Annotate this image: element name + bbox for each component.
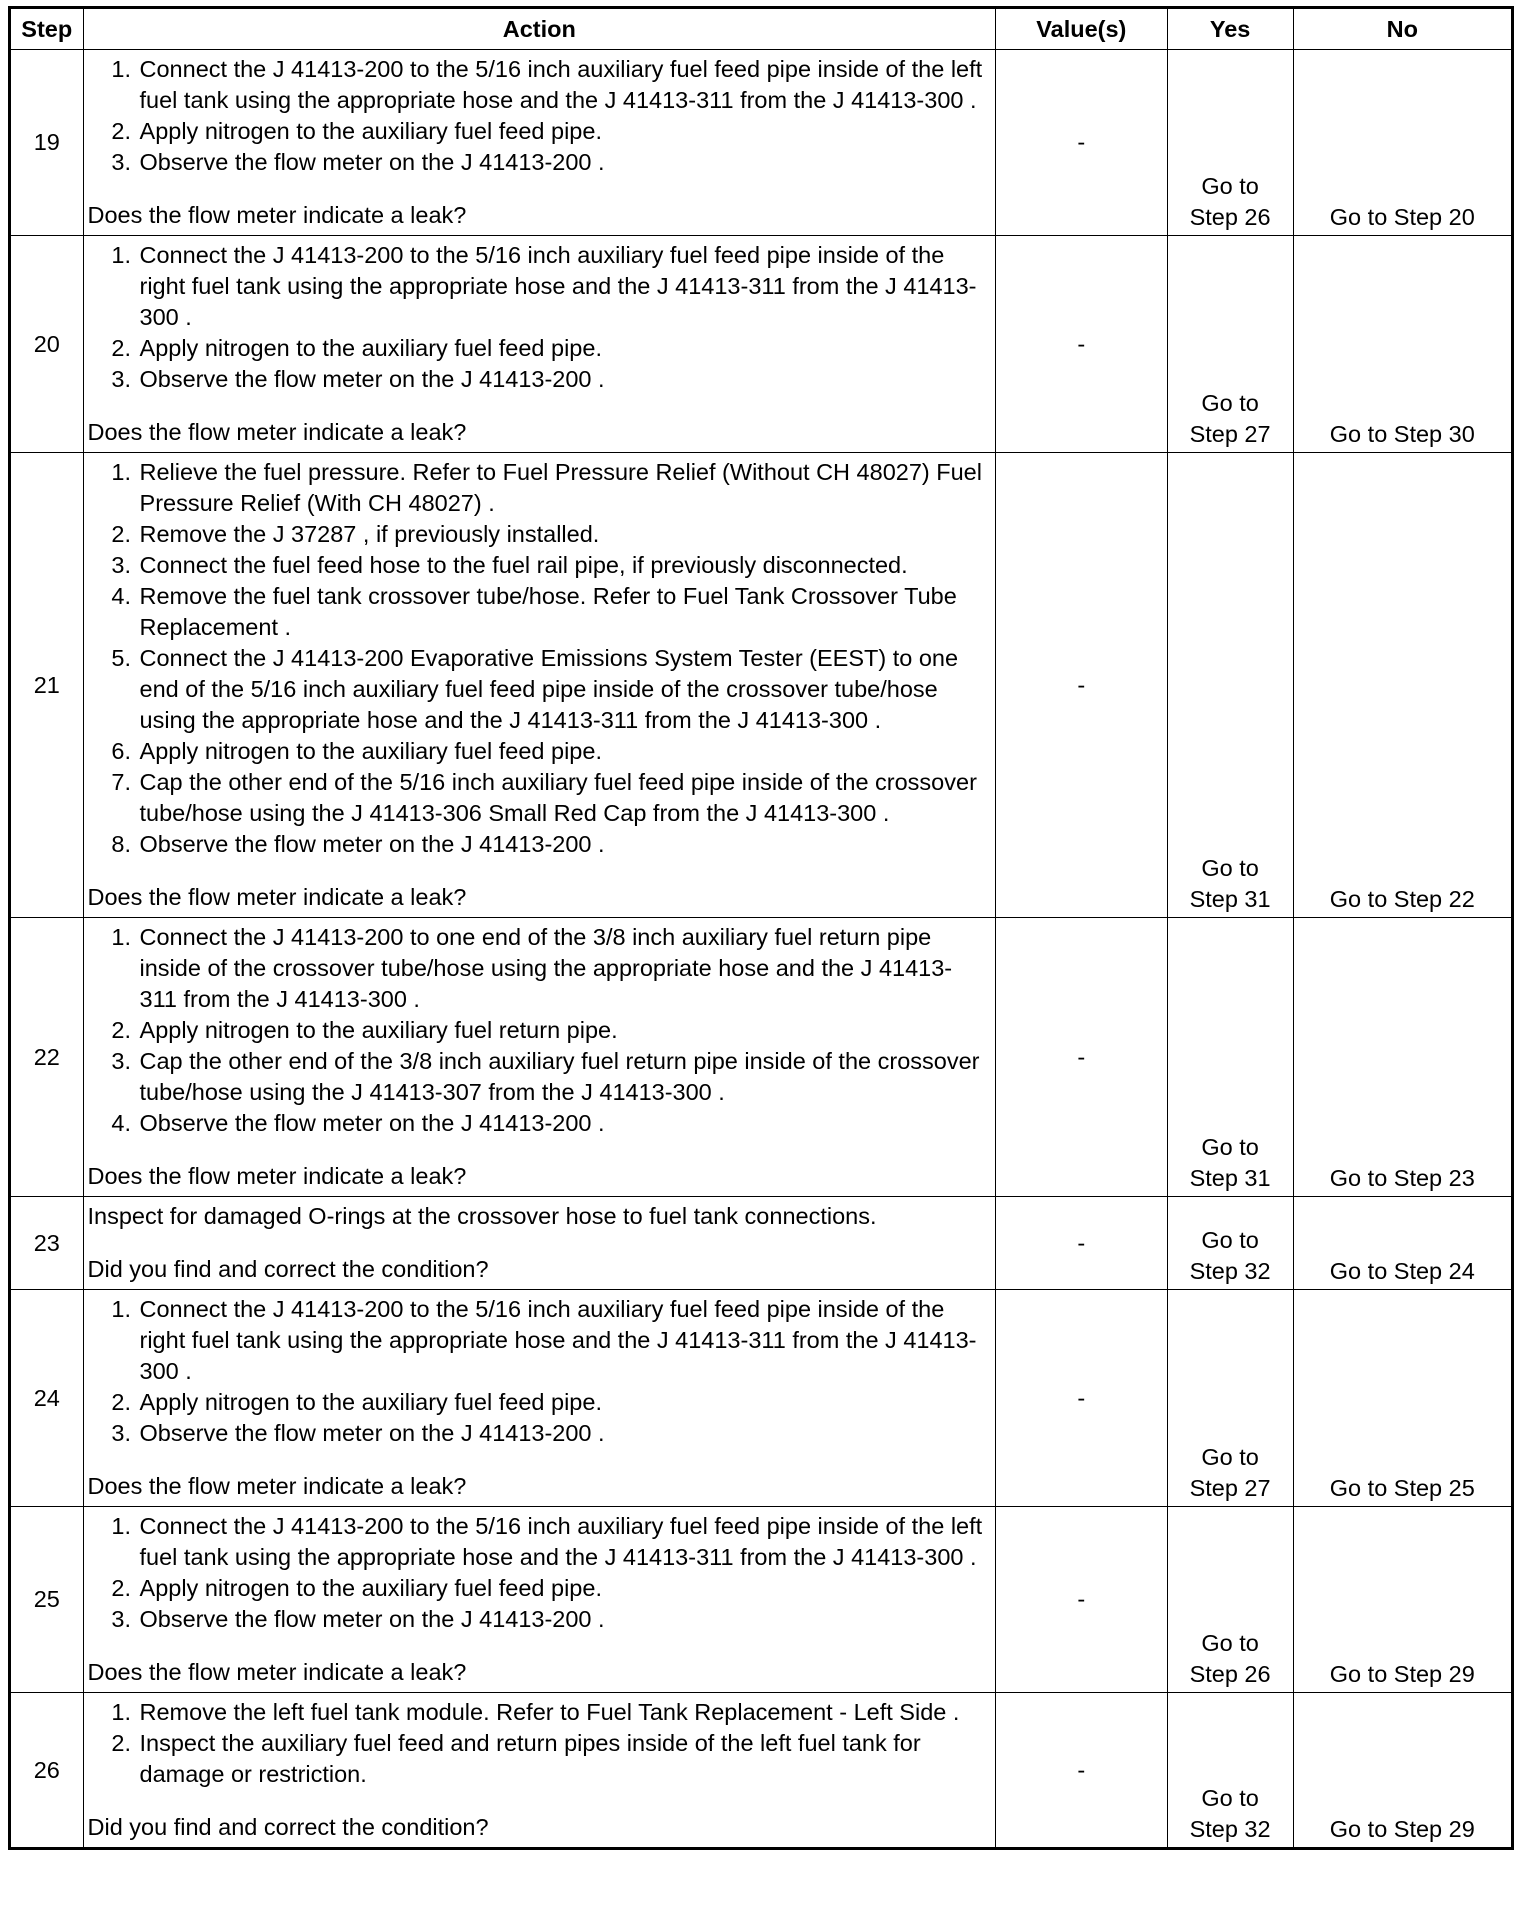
action-question: Does the flow meter indicate a leak? bbox=[87, 1473, 467, 1499]
action-text: Inspect for damaged O-rings at the crossover hose to fuel tank connections. bbox=[87, 1203, 877, 1229]
action-step: 2. Apply nitrogen to the auxiliary fuel feed pipe. bbox=[138, 116, 990, 147]
no-goto-link[interactable]: Go to Step 30 bbox=[1329, 421, 1475, 447]
table-body bbox=[10, 50, 1513, 1849]
value-cell: - bbox=[996, 1290, 1168, 1507]
yes-cell bbox=[1167, 453, 1293, 918]
yes-goto-link[interactable]: Go to Step 27 bbox=[1189, 390, 1271, 447]
no-cell bbox=[1293, 236, 1512, 453]
header-row bbox=[10, 8, 1513, 50]
no-goto-link[interactable]: Go to Step 23 bbox=[1329, 1165, 1475, 1191]
yes-goto-link[interactable]: Go to Step 31 bbox=[1189, 855, 1271, 912]
action-step: 3. Observe the flow meter on the J 41413-200 . bbox=[138, 1604, 990, 1635]
action-step: 2. Apply nitrogen to the auxiliary fuel feed pipe. bbox=[138, 1387, 990, 1418]
action-step: 2. Apply nitrogen to the auxiliary fuel return pipe. bbox=[138, 1015, 990, 1046]
header-yes: Yes bbox=[1167, 8, 1293, 50]
action-question: Does the flow meter indicate a leak? bbox=[87, 202, 467, 228]
action-step: 1. Connect the J 41413-200 to the 5/16 inch auxiliary fuel feed pipe inside of the left fuel tank using the appropriate hose and the J 41413-311 from the J 41413-300 . bbox=[138, 54, 990, 116]
no-cell bbox=[1293, 918, 1512, 1197]
action-step: 1. Connect the J 41413-200 to the 5/16 inch auxiliary fuel feed pipe inside of the right fuel tank using the appropriate hose and the J 41413-311 from the J 41413-300 . bbox=[138, 240, 990, 333]
yes-cell bbox=[1167, 1197, 1293, 1290]
action-question: Does the flow meter indicate a leak? bbox=[87, 1659, 467, 1685]
action-step: 3. Observe the flow meter on the J 41413-200 . bbox=[138, 364, 990, 395]
step-number: 21 bbox=[10, 453, 84, 918]
action-step: 3. Cap the other end of the 3/8 inch auxiliary fuel return pipe inside of the crossover tube/hose using the J 41413-307 from the J 41413-300 . bbox=[138, 1046, 990, 1108]
action-step: 7. Cap the other end of the 5/16 inch auxiliary fuel feed pipe inside of the crossover tube/hose using the J 41413-306 Small Red Cap from the J 41413-300 . bbox=[138, 767, 990, 829]
yes-goto-link[interactable]: Go to Step 26 bbox=[1189, 173, 1271, 230]
action-step: 8. Observe the flow meter on the J 41413-200 . bbox=[138, 829, 990, 860]
value-cell: - bbox=[996, 1693, 1168, 1849]
action-step: 2. Inspect the auxiliary fuel feed and return pipes inside of the left fuel tank for damage or restriction. bbox=[138, 1728, 990, 1790]
value-cell: - bbox=[996, 236, 1168, 453]
action-steps-list bbox=[88, 1294, 990, 1449]
yes-cell bbox=[1167, 50, 1293, 236]
table-row bbox=[10, 1197, 1513, 1290]
action-question: Did you find and correct the condition? bbox=[87, 1256, 489, 1282]
table-row bbox=[10, 1507, 1513, 1693]
action-step: 6. Apply nitrogen to the auxiliary fuel feed pipe. bbox=[138, 736, 990, 767]
action-step: 2. Apply nitrogen to the auxiliary fuel feed pipe. bbox=[138, 333, 990, 364]
action-step: 3. Observe the flow meter on the J 41413-200 . bbox=[138, 147, 990, 178]
action-step: 5. Connect the J 41413-200 Evaporative Emissions System Tester (EEST) to one end of the 5/16 inch auxiliary fuel feed pipe inside of the crossover tube/hose using the appropriate hose and the J 41413-311 from the J 41413-300 . bbox=[138, 643, 990, 736]
yes-goto-link[interactable]: Go to Step 27 bbox=[1189, 1444, 1271, 1501]
yes-goto-link[interactable]: Go to Step 32 bbox=[1189, 1785, 1271, 1842]
action-question: Does the flow meter indicate a leak? bbox=[87, 884, 467, 910]
no-cell bbox=[1293, 1693, 1512, 1849]
action-step: 3. Connect the fuel feed hose to the fuel rail pipe, if previously disconnected. bbox=[138, 550, 990, 581]
action-step: 1. Relieve the fuel pressure. Refer to Fuel Pressure Relief (Without CH 48027) Fuel Pressure Relief (With CH 48027) . bbox=[138, 457, 990, 519]
no-goto-link[interactable]: Go to Step 24 bbox=[1329, 1258, 1475, 1284]
step-number: 25 bbox=[10, 1507, 84, 1693]
yes-cell bbox=[1167, 1507, 1293, 1693]
yes-cell bbox=[1167, 1693, 1293, 1849]
step-number: 22 bbox=[10, 918, 84, 1197]
action-cell bbox=[83, 1507, 996, 1693]
action-cell bbox=[83, 50, 996, 236]
no-cell bbox=[1293, 453, 1512, 918]
yes-goto-link[interactable]: Go to Step 26 bbox=[1189, 1630, 1271, 1687]
action-cell bbox=[83, 1197, 996, 1290]
action-cell bbox=[83, 918, 996, 1197]
action-step: 3. Observe the flow meter on the J 41413-200 . bbox=[138, 1418, 990, 1449]
step-number: 23 bbox=[10, 1197, 84, 1290]
yes-cell bbox=[1167, 1290, 1293, 1507]
no-cell bbox=[1293, 1507, 1512, 1693]
header-step: Step bbox=[10, 8, 84, 50]
no-cell bbox=[1293, 1290, 1512, 1507]
action-steps-list bbox=[88, 457, 990, 860]
step-number: 20 bbox=[10, 236, 84, 453]
value-cell: - bbox=[996, 453, 1168, 918]
action-steps-list bbox=[88, 54, 990, 178]
no-goto-link[interactable]: Go to Step 25 bbox=[1329, 1475, 1475, 1501]
action-step: 1. Connect the J 41413-200 to the 5/16 inch auxiliary fuel feed pipe inside of the left fuel tank using the appropriate hose and the J 41413-311 from the J 41413-300 . bbox=[138, 1511, 990, 1573]
no-goto-link[interactable]: Go to Step 29 bbox=[1329, 1816, 1475, 1842]
yes-cell bbox=[1167, 236, 1293, 453]
action-step: 1. Connect the J 41413-200 to one end of the 3/8 inch auxiliary fuel return pipe inside of the crossover tube/hose using the appropriate hose and the J 41413-311 from the J 41413-300 . bbox=[138, 922, 990, 1015]
no-cell bbox=[1293, 1197, 1512, 1290]
table-row bbox=[10, 1290, 1513, 1507]
value-cell: - bbox=[996, 50, 1168, 236]
table-row bbox=[10, 236, 1513, 453]
action-step: 4. Observe the flow meter on the J 41413-200 . bbox=[138, 1108, 990, 1139]
action-cell bbox=[83, 453, 996, 918]
table-row bbox=[10, 50, 1513, 236]
action-cell bbox=[83, 1693, 996, 1849]
action-step: 1. Remove the left fuel tank module. Refer to Fuel Tank Replacement - Left Side . bbox=[138, 1697, 990, 1728]
action-steps-list bbox=[88, 1511, 990, 1635]
action-cell bbox=[83, 1290, 996, 1507]
action-question: Did you find and correct the condition? bbox=[87, 1814, 489, 1840]
step-number: 24 bbox=[10, 1290, 84, 1507]
action-step: 1. Connect the J 41413-200 to the 5/16 inch auxiliary fuel feed pipe inside of the right fuel tank using the appropriate hose and the J 41413-311 from the J 41413-300 . bbox=[138, 1294, 990, 1387]
action-question: Does the flow meter indicate a leak? bbox=[87, 419, 467, 445]
yes-cell bbox=[1167, 918, 1293, 1197]
no-goto-link[interactable]: Go to Step 29 bbox=[1329, 1661, 1475, 1687]
action-cell bbox=[83, 236, 996, 453]
action-step: 2. Remove the J 37287 , if previously installed. bbox=[138, 519, 990, 550]
no-goto-link[interactable]: Go to Step 22 bbox=[1329, 886, 1475, 912]
action-steps-list bbox=[88, 1697, 990, 1790]
no-cell bbox=[1293, 50, 1512, 236]
header-action: Action bbox=[83, 8, 996, 50]
diagnostic-table bbox=[8, 6, 1514, 1850]
step-number: 26 bbox=[10, 1693, 84, 1849]
value-cell: - bbox=[996, 1197, 1168, 1290]
yes-goto-link[interactable]: Go to Step 32 bbox=[1189, 1227, 1271, 1284]
action-steps-list bbox=[88, 240, 990, 395]
table-row bbox=[10, 918, 1513, 1197]
header-values: Value(s) bbox=[996, 8, 1168, 50]
value-cell: - bbox=[996, 1507, 1168, 1693]
action-step: 4. Remove the fuel tank crossover tube/hose. Refer to Fuel Tank Crossover Tube Replacement . bbox=[138, 581, 990, 643]
table-row bbox=[10, 453, 1513, 918]
yes-goto-link[interactable]: Go to Step 31 bbox=[1189, 1134, 1271, 1191]
header-no: No bbox=[1293, 8, 1512, 50]
action-question: Does the flow meter indicate a leak? bbox=[87, 1163, 467, 1189]
no-goto-link[interactable]: Go to Step 20 bbox=[1329, 204, 1475, 230]
action-steps-list bbox=[88, 922, 990, 1139]
step-number: 19 bbox=[10, 50, 84, 236]
value-cell: - bbox=[996, 918, 1168, 1197]
table-row bbox=[10, 1693, 1513, 1849]
action-step: 2. Apply nitrogen to the auxiliary fuel feed pipe. bbox=[138, 1573, 990, 1604]
